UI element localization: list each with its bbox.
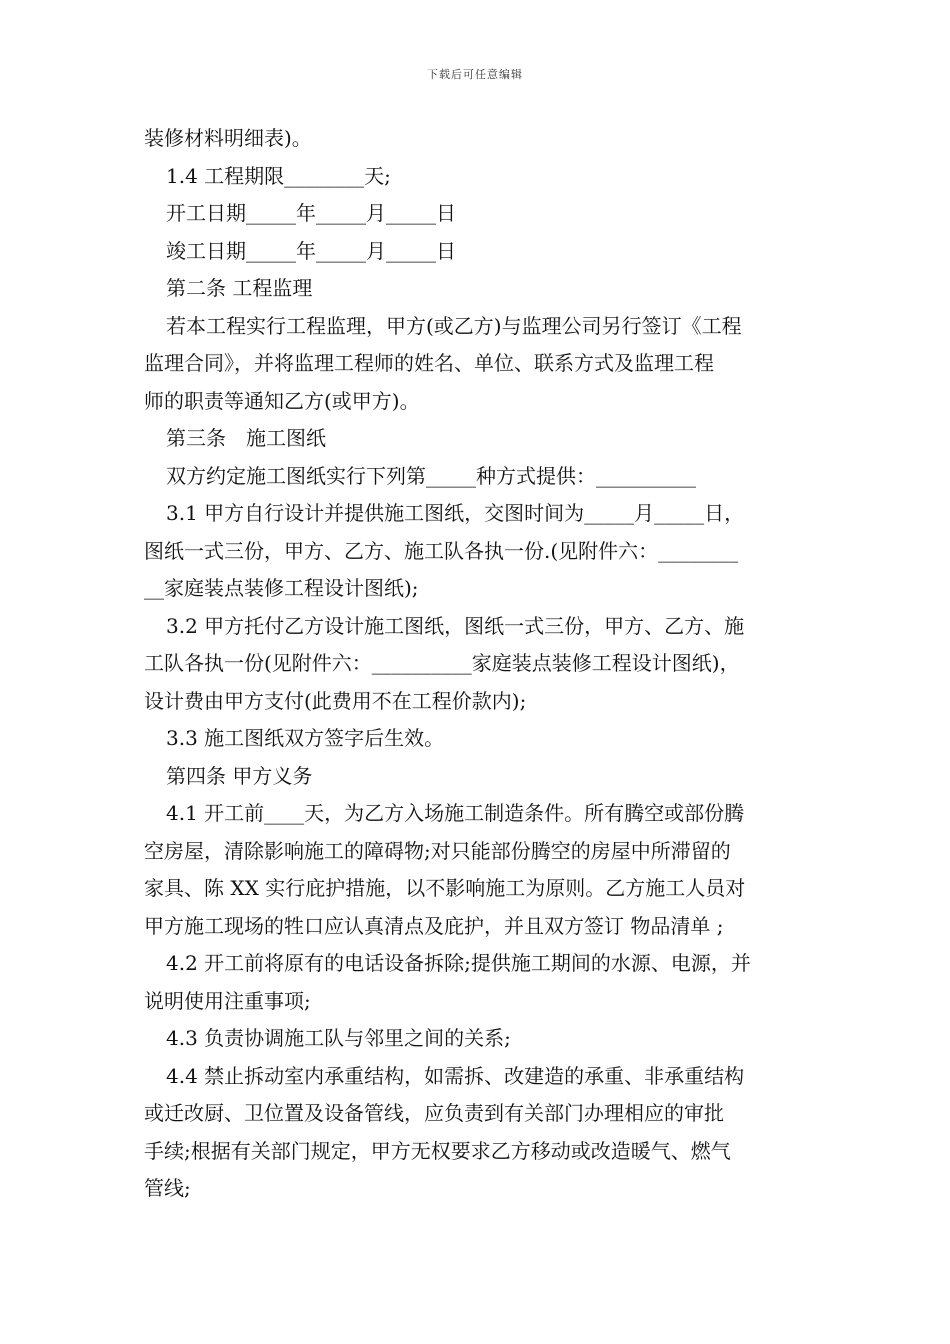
paragraph-line: 工队各执一份(见附件六：__________家庭装点装修工程设计图纸)， — [144, 651, 740, 675]
paragraph-line: 装修材料明细表)。 — [144, 126, 312, 150]
section-heading: 第三条 施工图纸 — [166, 426, 326, 450]
paragraph-line: 双方约定施工图纸实行下列第_____种方式提供：__________ — [166, 463, 696, 488]
paragraph-line: 管线; — [144, 1176, 191, 1200]
paragraph-line: 若本工程实行工程监理，甲方(或乙方)与监理公司另行签订《工程 — [166, 313, 742, 338]
paragraph-line: 空房屋，清除影响施工的障碍物;对只能部份腾空的房屋中所滞留的 — [144, 838, 731, 863]
paragraph-line: 监理合同》，并将监理工程师的姓名、单位、联系方式及监理工程 — [144, 351, 714, 375]
paragraph-line: 3.2 甲方托付乙方设计施工图纸，图纸一式三份，甲方、乙方、施 — [166, 613, 745, 638]
paragraph-line: 甲方施工现场的牲口应认真清点及庇护，并且双方签订 物品清单 ; — [144, 913, 724, 938]
section-heading: 第二条 工程监理 — [166, 276, 313, 300]
paragraph-line: 家具、陈 XX 实行庇护措施，以不影响施工为原则。乙方施工人员对 — [144, 876, 746, 900]
paragraph-line: 手续;根据有关部门规定，甲方无权要求乙方移动或改造暖气、燃气 — [144, 1138, 731, 1163]
paragraph-line: __家庭装点装修工程设计图纸); — [144, 576, 419, 600]
paragraph-line: 1.4 工程期限________天; — [166, 163, 391, 188]
paragraph-line: 竣工日期_____年_____月_____日 — [166, 238, 456, 263]
paragraph-line: 4.4 禁止拆动室内承重结构，如需拆、改建造的承重、非承重结构 — [166, 1063, 745, 1088]
paragraph-line: 3.3 施工图纸双方签字后生效。 — [166, 726, 445, 750]
paragraph-line: 师的职责等通知乙方(或甲方)。 — [144, 388, 420, 413]
paragraph-line: 4.2 开工前将原有的电话设备拆除;提供施工期间的水源、电源，并 — [166, 951, 751, 975]
paragraph-line: 4.1 开工前____天，为乙方入场施工制造条件。所有腾空或部份腾 — [166, 801, 745, 825]
section-heading: 第四条 甲方义务 — [166, 763, 313, 788]
paragraph-line: 开工日期_____年_____月_____日 — [166, 201, 456, 225]
paragraph-line: 设计费由甲方支付(此费用不在工程价款内); — [144, 688, 527, 713]
paragraph-line: 4.3 负责协调施工队与邻里之间的关系; — [166, 1026, 511, 1050]
paragraph-line: 3.1 甲方自行设计并提供施工图纸，交图时间为_____月_____日， — [166, 501, 745, 525]
document-body — [144, 120, 808, 1208]
paragraph-line: 或迁改厨、卫位置及设备管线，应负责到有关部门办理相应的审批 — [144, 1101, 724, 1125]
page-header: 下载后可任意编辑 — [427, 68, 523, 81]
paragraph-line: 说明使用注重事项; — [144, 988, 311, 1013]
paragraph-line: 图纸一式三份，甲方、乙方、施工队各执一份.(见附件六：________ — [144, 538, 739, 563]
